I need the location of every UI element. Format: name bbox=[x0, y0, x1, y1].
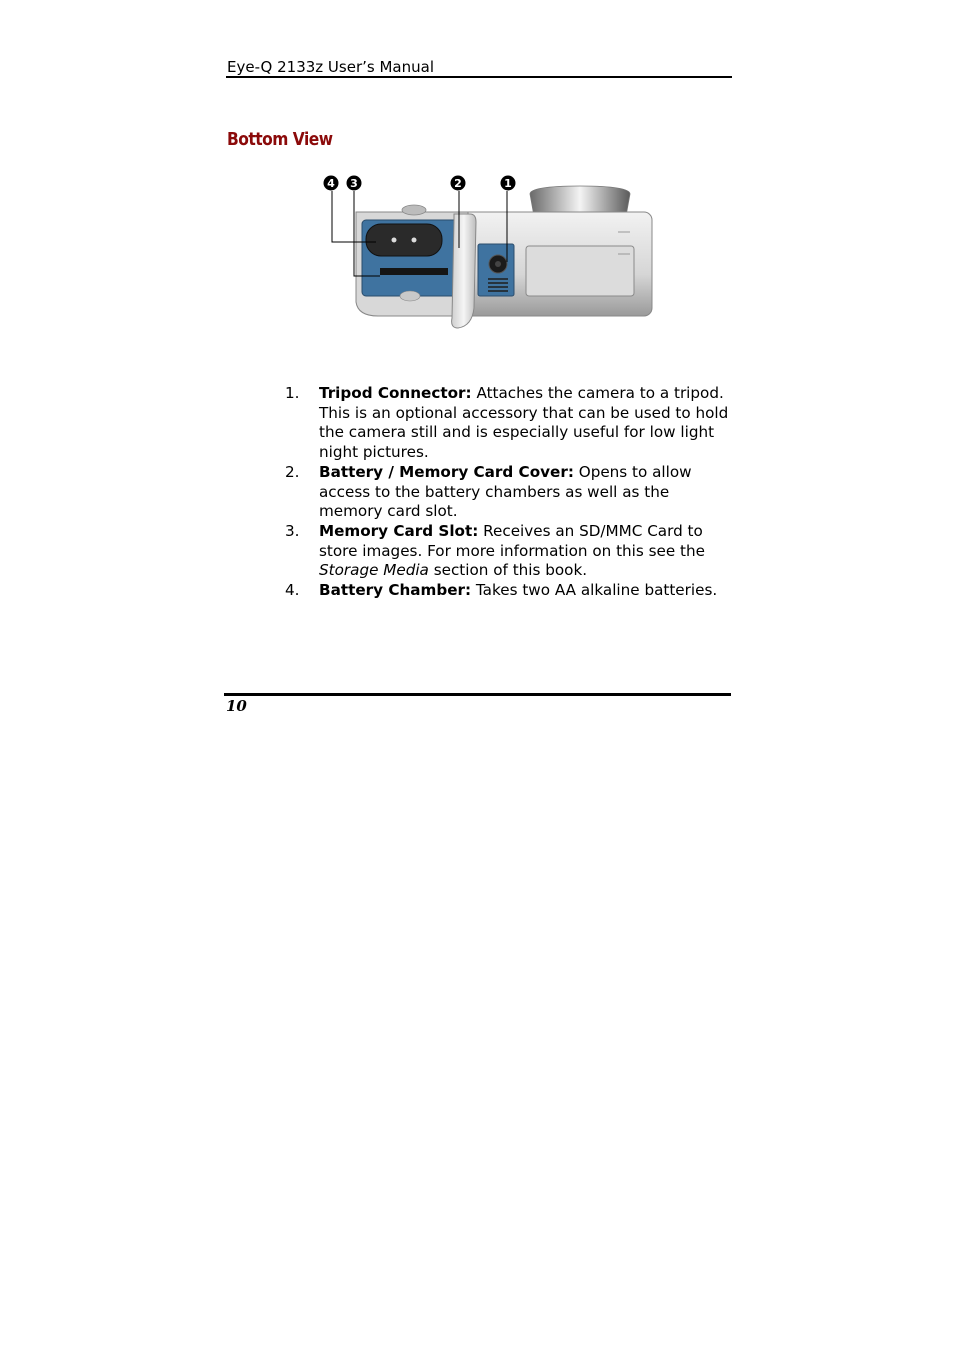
item-description: Receives an SD/MMC Card to store images. For more information on this see the bbox=[319, 521, 705, 560]
list-item bbox=[285, 522, 735, 581]
callout-badge-3 bbox=[347, 176, 362, 191]
item-term: Memory Card Slot: bbox=[319, 521, 479, 540]
running-header: Eye-Q 2133z User’s Manual bbox=[227, 58, 434, 76]
camera-bottom-view-illustration bbox=[318, 172, 654, 332]
svg-text:3: 3 bbox=[350, 177, 358, 190]
callout-badge-4 bbox=[324, 176, 339, 191]
item-term: Battery / Memory Card Cover: bbox=[319, 462, 574, 481]
svg-text:2: 2 bbox=[454, 177, 462, 190]
svg-text:1: 1 bbox=[504, 177, 512, 190]
compartment-plate bbox=[526, 246, 634, 296]
header-rule bbox=[226, 76, 732, 78]
item-emphasis: Storage Media bbox=[319, 561, 429, 580]
item-description: Takes two AA alkaline batteries. bbox=[471, 581, 718, 600]
item-description-end: section of this book. bbox=[428, 561, 588, 580]
item-description: Attaches the camera to a tripod. This is an optional accessory that can be used to hold the camera still and is especially useful for low light night pictures. bbox=[319, 384, 729, 462]
component-list bbox=[285, 384, 735, 601]
list-item bbox=[285, 384, 735, 463]
item-term: Battery Chamber: bbox=[319, 581, 472, 600]
item-description: Opens to allow access to the battery chambers as well as the memory card slot. bbox=[319, 462, 692, 521]
callout-badge-1 bbox=[501, 176, 516, 191]
item-term: Tripod Connector: bbox=[319, 384, 472, 402]
item-number: 4. bbox=[285, 581, 300, 600]
svg-text:4: 4 bbox=[327, 177, 335, 190]
callout-badge-2 bbox=[451, 176, 466, 191]
page-number: 10 bbox=[226, 697, 247, 715]
item-number: 1. bbox=[285, 384, 300, 402]
footer-rule bbox=[224, 693, 731, 696]
battery-cover-door bbox=[452, 214, 476, 328]
battery-chamber bbox=[366, 224, 442, 256]
item-number: 3. bbox=[285, 521, 300, 540]
list-item bbox=[285, 581, 735, 601]
item-number: 2. bbox=[285, 462, 300, 481]
list-item bbox=[285, 463, 735, 522]
memory-card-slot bbox=[380, 268, 448, 275]
section-title: Bottom View bbox=[227, 129, 333, 150]
